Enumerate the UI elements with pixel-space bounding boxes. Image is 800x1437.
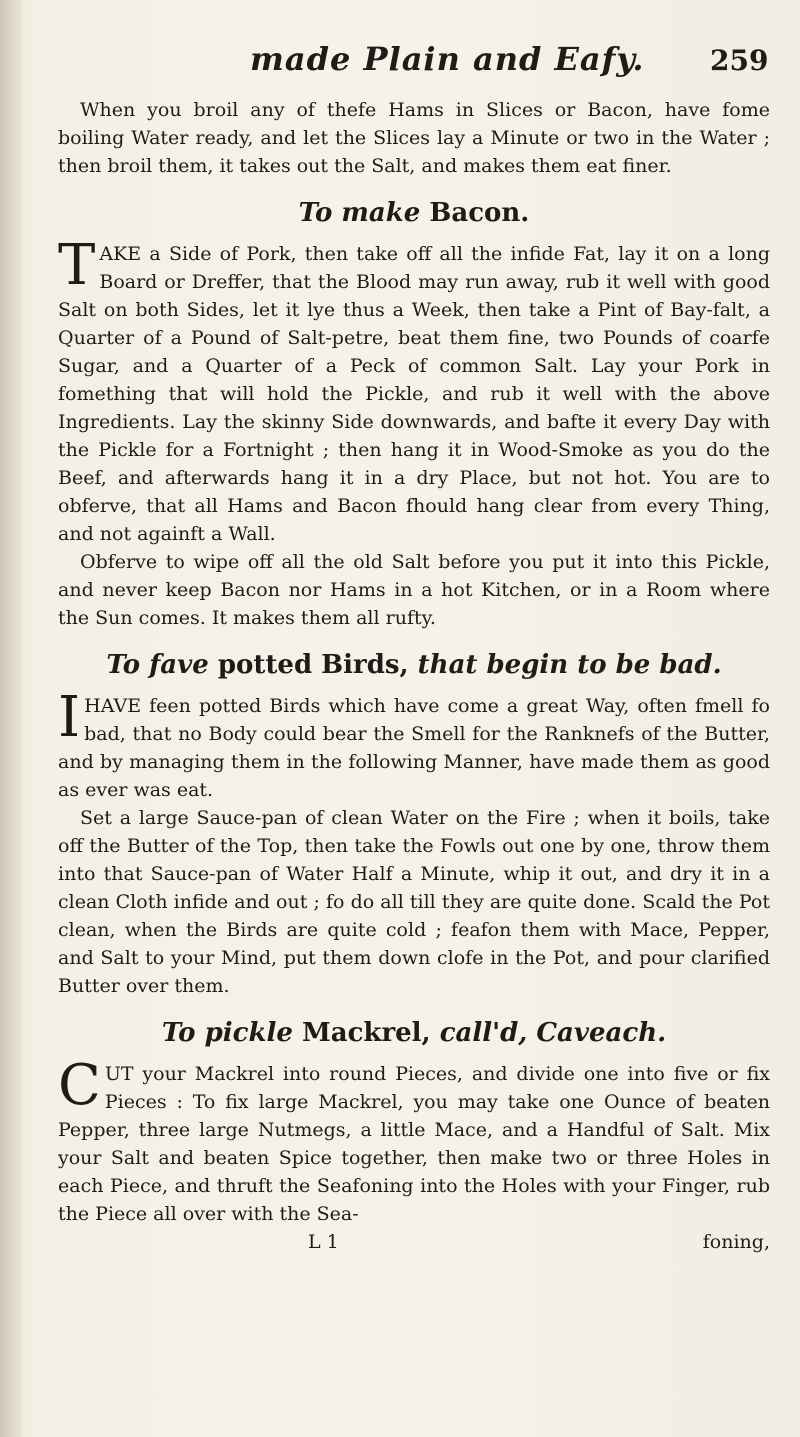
heading-roman: potted Birds, <box>217 650 409 680</box>
paragraph <box>58 233 770 548</box>
page-body <box>58 96 770 1256</box>
paragraph <box>58 1053 770 1228</box>
heading-tail: call'd, Caveach. <box>439 1018 667 1048</box>
signature-mark: L 1 <box>308 1231 339 1253</box>
page-number: 259 <box>710 44 769 77</box>
paragraph: Obferve to wipe off all the old Salt before you put it into this Pickle, and never keep Bacon nor Hams in a hot Kitchen, or in a Room where the Sun comes. It makes them all rufty. <box>58 551 770 629</box>
drop-capital: I <box>58 685 81 750</box>
page-header <box>0 40 800 86</box>
paragraph: Set a large Sauce-pan of clean Water on the Fire ; when it boils, take off the Butter of the Top, then take the Fowls out one by one, throw them into that Sauce-pan of Water Half a Minute, whip it out, and dry it in a clean Cloth infide and out ; fo do all till they are quite done. Scald the Pot clean, when the Birds are quite cold ; feafon them with Mace, Pepper, and Salt to your Mind, put them down clofe in the Pot, and pour clarified Butter over them. <box>58 807 770 997</box>
drop-capital: T <box>58 233 96 298</box>
heading-roman: Bacon. <box>429 198 530 228</box>
paragraph <box>58 685 770 804</box>
recipe-heading-bacon <box>58 196 770 230</box>
recipe-heading-mackrel <box>58 1016 770 1050</box>
paragraph-text: AKE a Side of Pork, then take off all the infide Fat, lay it on a long Board or Dreffer, that the Blood may run away, rub it well with good Salt on both Sides, let it lye thus a Week, then take a Pint of Bay-falt, a Quarter of a Pound of Salt-petre, beat them fine, two Pounds of coarfe Sugar, and a Quarter of a Peck of common Salt. Lay your Pork in fomething that will hold the Pickle, and rub it well with the above Ingredients. Lay the skinny Side downwards, and bafte it every Day with the Pickle for a Fortnight ; then hang it in Wood-Smoke as you do the Beef, and afterwards hang it in a dry Place, but not hot. You are to obferve, that all Hams and Bacon fhould hang clear from every Thing, and not againft a Wall. <box>58 243 770 545</box>
heading-italic: To make <box>298 198 421 228</box>
heading-roman: Mackrel, <box>301 1018 431 1048</box>
paragraph: When you broil any of thefe Hams in Slices or Bacon, have fome boiling Water ready, and let the Slices lay a Minute or two in the Water ; then broil them, it takes out the Salt, and makes them eat finer. <box>58 99 770 177</box>
running-head: made Plain and Eafy. <box>250 40 645 78</box>
paragraph-text: UT your Mackrel into round Pieces, and divide one into five or fix Pieces : To fix large Mackrel, you may take one Ounce of beaten Pepper, three large Nutmegs, a little Mace, and a Handful of Salt. Mix your Salt and beaten Spice together, then make two or three Holes in each Piece, and thruft the Seafoning into the Holes with your Finger, rub the Piece all over with the Sea- <box>58 1063 770 1225</box>
heading-italic: To pickle <box>161 1018 293 1048</box>
page-footer <box>58 1228 770 1256</box>
page-gutter <box>0 0 22 1437</box>
heading-tail: that begin to be bad. <box>417 650 722 680</box>
heading-italic: To fave <box>106 650 209 680</box>
catchword: foning, <box>702 1231 770 1253</box>
paragraph-text: HAVE feen potted Birds which have come a great Way, often fmell fo bad, that no Body could bear the Smell for the Ranknefs of the Butter, and by managing them in the following Manner, have made them as good as ever was eat. <box>58 695 770 801</box>
drop-capital: C <box>58 1053 101 1118</box>
recipe-heading-potted-birds <box>58 648 770 682</box>
